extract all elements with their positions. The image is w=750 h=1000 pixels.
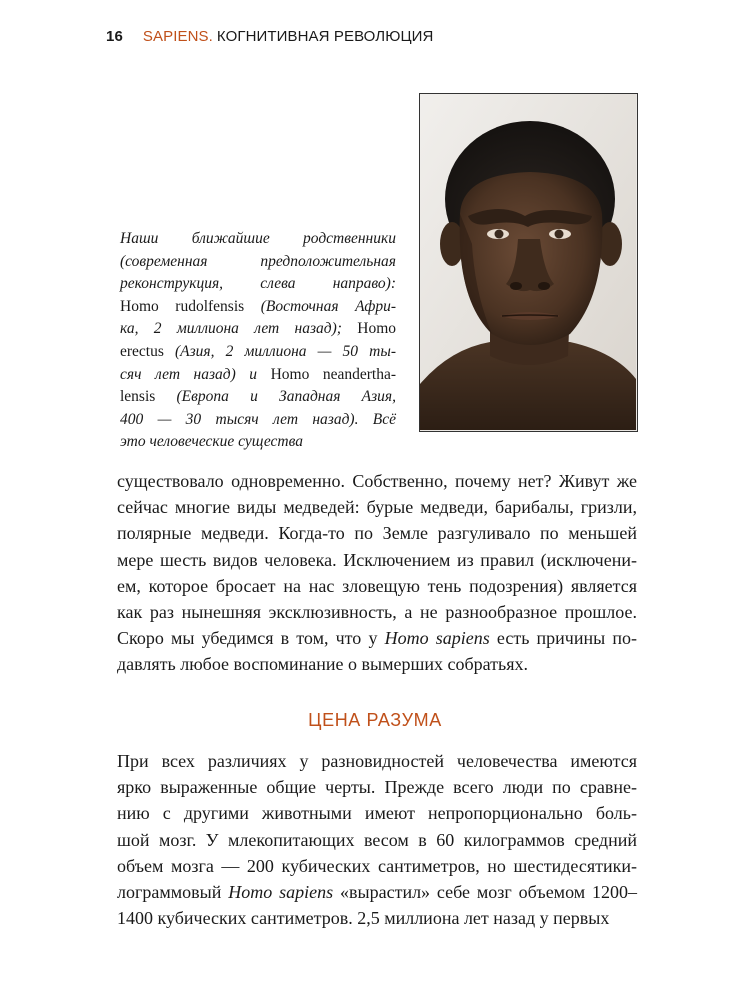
text-line: полярные медведи. Когда-то по Земле разгуливало по меньшей [117, 523, 637, 544]
text-line: Скоро мы убедимся в том, что у Homo sapiens есть причины по- [117, 628, 637, 649]
text-line: ем, которое бросает на нас зловещую тень подозрения) является [117, 575, 637, 596]
caption-line: lensis (Европа и Западная Азия, [120, 388, 396, 406]
hominin-reconstruction-image [420, 94, 636, 430]
chapter-title: КОГНИТИВНАЯ РЕВОЛЮЦИЯ [216, 28, 434, 45]
paragraph-1 [117, 468, 637, 678]
text-line: При всех различиях у разновидностей человечества имеются [117, 751, 637, 771]
caption-line: это человеческие существа [120, 433, 304, 451]
text-line: существовало одновременно. Собственно, почему нет? Живут же [117, 471, 637, 491]
text-line: мере шесть видов человека. Исключением из правил (исключени- [117, 549, 637, 570]
text-line: сейчас многие виды медведей: бурые медведи, барибалы, гризли, [117, 497, 637, 518]
caption-line: erectus (Азия, 2 миллиона — 50 ты- [120, 342, 396, 360]
text-line: шой мозг. У млекопитающих весом в 60 килограммов средний [117, 829, 637, 850]
paragraph-2 [117, 748, 637, 931]
text-line: давлять любое воспоминание о вымерших собратьях. [117, 654, 529, 675]
caption-line: 400 — 30 тысяч лет назад). Всё [120, 410, 396, 428]
figure-photo [419, 93, 638, 432]
running-header [106, 28, 434, 45]
book-title: SAPIENS [142, 28, 209, 45]
text-line: лограммовый Homo sapiens «вырастил» себе мозг объемом 1200– [117, 882, 637, 903]
caption-line: Homo rudolfensis (Восточная Афри- [120, 297, 396, 315]
text-line: объем мозга — 200 кубических сантиметров, но шестидесятики- [117, 855, 637, 876]
caption-line: реконструкция, слева направо): [120, 275, 396, 293]
figure-caption [120, 228, 396, 454]
caption-line: сяч лет назад) и Homo neandertha- [120, 365, 396, 383]
text-line: ярко выраженные общие черты. Прежде всего люди по сравне- [117, 777, 637, 798]
section-heading: ЦЕНА РАЗУМА [308, 710, 442, 730]
text-line: 1400 кубических сантиметров. 2,5 миллиона лет назад у первых [117, 908, 610, 929]
text-line: как раз нынешняя эксклюзивность, а не разнообразное прошлое. [117, 602, 637, 623]
page-number: 16 [106, 28, 123, 45]
caption-line: Наши ближайшие родственники [120, 230, 396, 247]
text-line: нию с другими животными имеют непропорционально боль- [117, 803, 637, 824]
caption-line: (современная предположительная [120, 252, 396, 270]
title-separator: . [208, 28, 213, 45]
caption-line: ка, 2 миллиона лет назад); Homo [120, 320, 396, 338]
